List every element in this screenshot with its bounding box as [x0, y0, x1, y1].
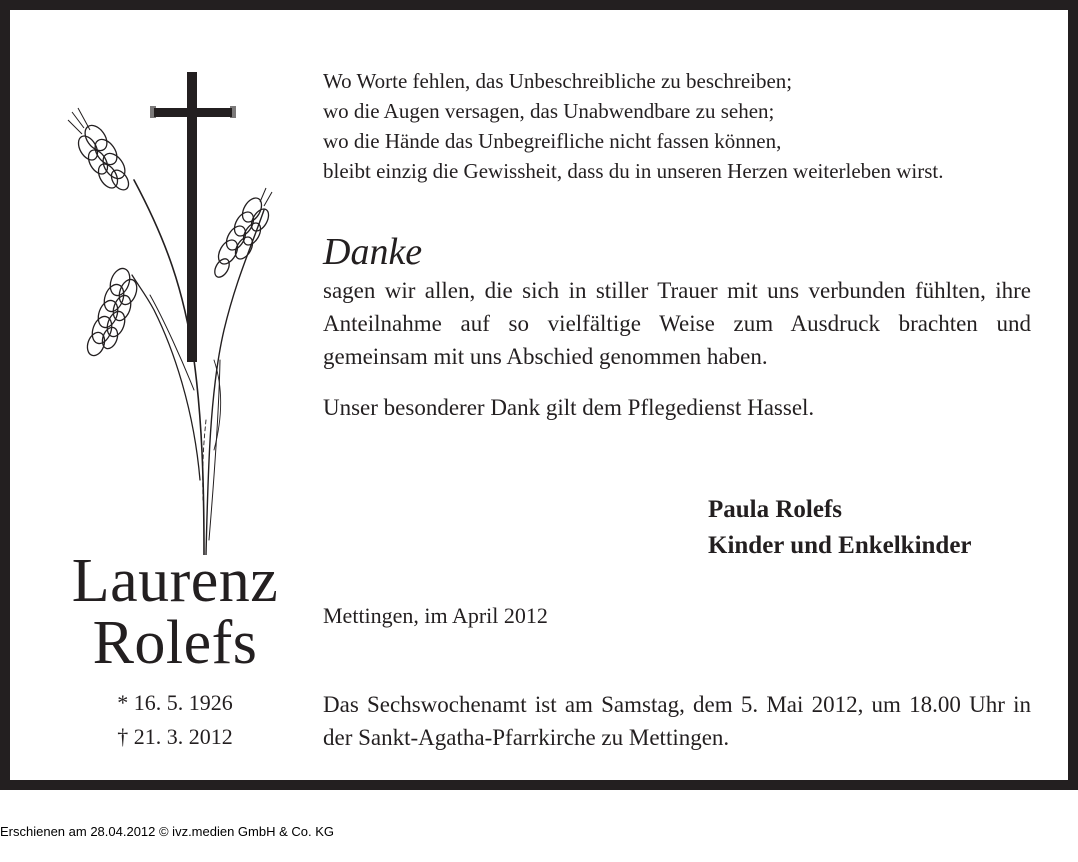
birth-date: * 16. 5. 1926: [117, 690, 233, 715]
poem-line: wo die Hände das Unbegreifliche nicht fassen können,: [323, 129, 782, 153]
life-dates: [50, 686, 300, 754]
deceased-last-name: Rolefs: [92, 609, 258, 677]
service-notice: Das Sechswochenamt ist am Samstag, dem 5. Mai 2012, um 18.00 Uhr in der Sankt-Agatha-Pfarrkirche zu Mettingen.: [323, 692, 1031, 750]
poem-line: bleibt einzig die Gewissheit, dass du in unseren Herzen weiterleben wirst.: [323, 159, 944, 183]
deceased-first-name: Laurenz: [71, 547, 279, 615]
signer-line: Kinder und Enkelkinder: [708, 532, 972, 559]
signers: [708, 492, 1048, 564]
publication-footer: Erschienen am 28.04.2012 © ivz.medien GmbH & Co. KG: [0, 824, 335, 839]
cross-with-wheat-icon: [54, 60, 284, 555]
place-date: Mettingen, im April 2012: [323, 603, 548, 628]
death-date: † 21. 3. 2012: [117, 724, 233, 749]
poem-line: wo die Augen versagen, das Unabwendbare zu sehen;: [323, 99, 775, 123]
poem-line: Wo Worte fehlen, das Unbeschreibliche zu beschreiben;: [323, 69, 793, 93]
deceased-name: [50, 547, 300, 677]
thanks-body: sagen wir allen, die sich in stiller Trauer mit uns verbunden fühlten, ihre Anteilnahme auf so vielfältige Weise zum Ausdruck brachten und gemeinsam mit uns Abschied genommen haben.: [323, 278, 1031, 369]
signer-line: Paula Rolefs: [708, 496, 843, 523]
special-thanks: Unser besonderer Dank gilt dem Pflegedienst Hassel.: [323, 395, 815, 420]
poem: [323, 66, 1043, 186]
thanks-title: Danke: [323, 231, 423, 273]
